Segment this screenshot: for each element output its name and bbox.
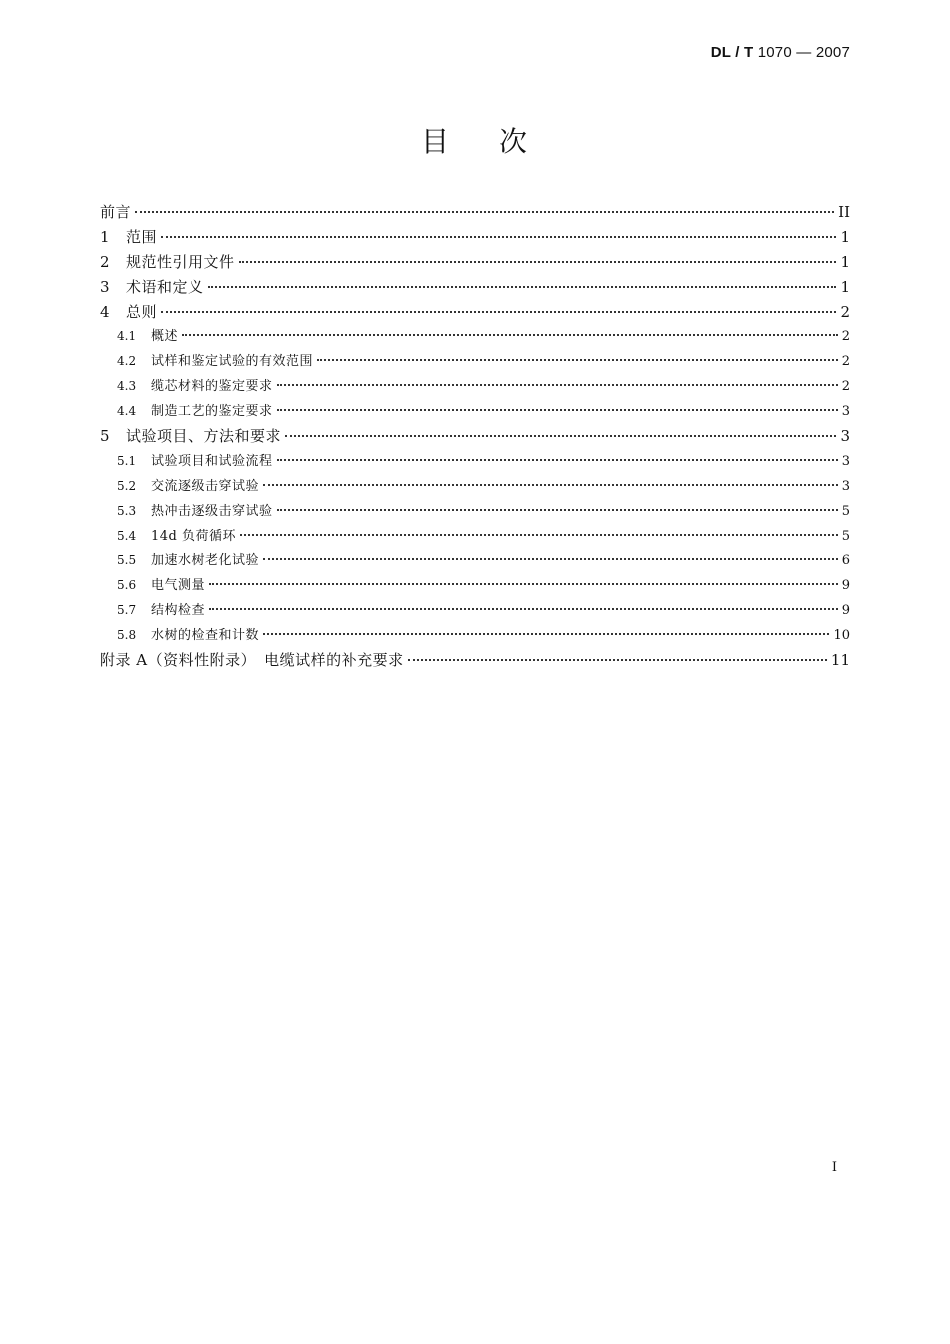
toc-entry-page: 2 [841, 354, 850, 370]
toc-dot-leader [240, 534, 838, 536]
toc-entry-number: 5.6 [117, 578, 137, 593]
document-code [711, 44, 850, 61]
toc-dot-leader [263, 558, 838, 560]
toc-dot-leader [239, 261, 837, 263]
toc-entry-label: 缆芯材料的鉴定要求 [151, 379, 273, 395]
toc-entry-page: 3 [841, 404, 850, 420]
toc-entry[interactable] [100, 399, 850, 424]
toc-dot-leader [408, 659, 827, 661]
toc-entry-label: 电气测量 [151, 578, 206, 594]
toc-dot-leader [209, 583, 838, 585]
toc-entry[interactable] [100, 474, 850, 499]
toc-dot-leader [161, 236, 836, 238]
page-title [0, 120, 950, 160]
toc-entry-page: 2 [841, 329, 850, 345]
toc-entry-label: 水树的检查和计数 [151, 628, 260, 644]
toc-entry[interactable] [100, 499, 850, 524]
title-char-1: 目 [420, 125, 451, 158]
table-of-contents [100, 200, 850, 673]
toc-entry-page: 1 [840, 227, 850, 246]
toc-entry[interactable] [100, 300, 850, 325]
toc-entry-page: II [838, 203, 850, 221]
toc-entry-number: 4.4 [117, 404, 137, 419]
toc-entry-number: 5.2 [117, 478, 137, 493]
toc-dot-leader [277, 509, 838, 511]
toc-entry[interactable] [100, 623, 850, 648]
toc-entry-label: 加速水树老化试验 [151, 553, 260, 569]
toc-entry-number: 4.1 [117, 329, 137, 344]
toc-entry[interactable] [100, 449, 850, 474]
toc-entry-label: 试样和鉴定试验的有效范围 [151, 354, 314, 370]
toc-entry-page: 5 [841, 528, 850, 544]
toc-entry-number: 5.8 [117, 628, 137, 643]
toc-entry-page: 11 [830, 651, 850, 670]
toc-entry-page: 6 [841, 553, 850, 569]
toc-entry[interactable] [100, 598, 850, 623]
toc-entry-number: 5.1 [117, 453, 137, 468]
toc-dot-leader [161, 311, 836, 313]
toc-entry-number: 5 [100, 427, 110, 446]
toc-dot-leader [263, 484, 838, 486]
toc-entry-number: 4 [100, 302, 110, 321]
toc-entry-number: 5.7 [117, 603, 137, 618]
toc-entry-label: 范围 [126, 227, 158, 246]
title-char-2: 次 [499, 125, 530, 158]
toc-entry-page: 10 [833, 628, 850, 644]
toc-entry-number: 5.3 [117, 503, 137, 518]
toc-entry-number: 4.3 [117, 379, 137, 394]
toc-entry-label: 术语和定义 [126, 277, 204, 296]
toc-entry-label: 前言 [100, 203, 132, 221]
toc-entry-page: 1 [840, 277, 850, 296]
toc-entry-page: 1 [840, 252, 850, 271]
toc-entry-page: 5 [841, 503, 850, 519]
toc-entry-page: 3 [841, 478, 850, 494]
toc-entry-number: 1 [100, 227, 110, 246]
toc-entry-number: 3 [100, 277, 110, 296]
toc-entry-label: 结构检查 [151, 603, 206, 619]
toc-entry-page: 2 [840, 302, 850, 321]
toc-entry[interactable] [100, 275, 850, 300]
toc-entry-label: 总则 [126, 302, 158, 321]
toc-entry[interactable] [100, 250, 850, 275]
toc-dot-leader [285, 435, 836, 437]
toc-entry-label: 交流逐级击穿试验 [151, 478, 260, 494]
toc-entry[interactable] [100, 374, 850, 399]
toc-dot-leader [317, 359, 838, 361]
toc-dot-leader [135, 211, 834, 213]
toc-entry-label: 附录 A（资料性附录） 电缆试样的补充要求 [100, 651, 404, 670]
toc-entry[interactable] [100, 548, 850, 573]
toc-dot-leader [263, 633, 829, 635]
toc-dot-leader [209, 608, 838, 610]
toc-entry-number: 5.4 [117, 528, 137, 543]
toc-entry-page: 2 [841, 379, 850, 395]
toc-entry-page: 3 [841, 453, 850, 469]
toc-entry-label: 试验项目、方法和要求 [126, 427, 282, 446]
toc-dot-leader [277, 459, 838, 461]
toc-entry-page: 3 [840, 427, 850, 446]
toc-entry-number: 5.5 [117, 553, 137, 568]
document-code-prefix: DL / T [710, 44, 754, 61]
footer-page-number: I [831, 1160, 837, 1175]
toc-entry-label: 概述 [151, 329, 179, 345]
toc-entry-label: 规范性引用文件 [126, 252, 235, 271]
toc-dot-leader [208, 286, 837, 288]
toc-entry-label: 试验项目和试验流程 [151, 453, 273, 469]
toc-entry-number: 4.2 [117, 354, 137, 369]
toc-dot-leader [277, 384, 838, 386]
toc-entry[interactable] [100, 324, 850, 349]
toc-entry[interactable] [100, 524, 850, 549]
toc-entry[interactable] [100, 424, 850, 449]
toc-dot-leader [182, 334, 838, 336]
toc-entry[interactable] [100, 648, 850, 673]
toc-entry[interactable] [100, 225, 850, 250]
toc-entry-number: 2 [100, 252, 110, 271]
toc-dot-leader [277, 409, 838, 411]
toc-entry-label: 热冲击逐级击穿试验 [151, 503, 273, 519]
toc-entry[interactable] [100, 200, 850, 225]
toc-entry[interactable] [100, 573, 850, 598]
toc-entry-page: 9 [841, 578, 850, 594]
toc-entry-label: 14d 负荷循环 [151, 528, 236, 544]
toc-entry-label: 制造工艺的鉴定要求 [151, 404, 273, 420]
toc-entry-page: 9 [841, 603, 850, 619]
document-code-number: 1070 — 2007 [757, 44, 850, 61]
toc-entry[interactable] [100, 349, 850, 374]
